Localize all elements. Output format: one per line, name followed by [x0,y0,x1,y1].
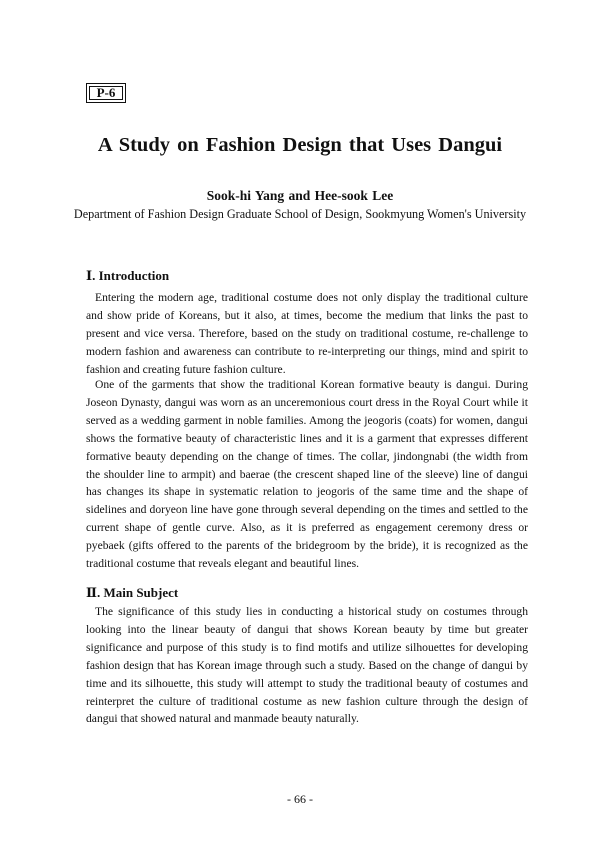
authors: Sook-hi Yang and Hee-sook Lee [206,188,394,203]
main-subject-paragraph: The significance of this study lies in conducting a historical study on costumes through looking into the linear beauty of dangui that shows Korean beauty by time but greater significance and purpose of this study is to find motifs and utilize silhouettes for developing fashion design that has Korean image through such a study. Based on the change of dangui by time and its silhouette, this study will attempt to study the traditional beauty of costumes and reinterpret the culture of traditional costume as new fashion culture through the design of dangui that showed natural and manmade beauty naturally. [86,605,528,726]
affiliation: Department of Fashion Design Graduate School of Design, Sookmyung Women's University [73,207,527,221]
poster-label-box [86,83,126,103]
intro-paragraph-2: One of the garments that show the traditional Korean formative beauty is dangui. During Joseon Dynasty, dangui was worn as an unceremonious court dress in the Royal Court while it served as a wedding garment in noble families. Among the jeogoris (coats) for women, dangui shows the formative beauty of characteristic lines and it is a garment that expresses different formative beauty depending on the change of times. The collar, jindongnabi (the width from the shoulder line to armpit) and baerae (the crescent shaped line of the sleeve) line of dangui has changes its shape in systematic relation to jeogoris of the same time and the shape of sidelines and doryeon line have gone through several depending on the times and settled to the current shape of gentle curve. Also, as it is preferred as engagement ceremony dress or pyebaek (gifts offered to the parents of the bridegroom by the bride), it is recognized as the traditional costume that reveals elegant and beautiful lines. [86,378,528,571]
intro-paragraph-1: Entering the modern age, traditional costume does not only display the traditional culture and show pride of Koreans, but it also, at times, become the medium that links the past to present and vice versa. Therefore, based on the study on traditional costume, re-challenge to modern fashion and awareness can contribute to re-interpreting our things, mind and spirit to fashion and creating future fashion culture. [86,291,528,376]
section-heading-main-subject: Ⅱ. Main Subject [86,585,179,600]
page-number: - 66 - [287,792,313,806]
paper-title: A Study on Fashion Design that Uses Dangui [97,134,503,156]
poster-label: P-6 [96,85,116,100]
section-heading-introduction: Ⅰ. Introduction [86,268,170,283]
